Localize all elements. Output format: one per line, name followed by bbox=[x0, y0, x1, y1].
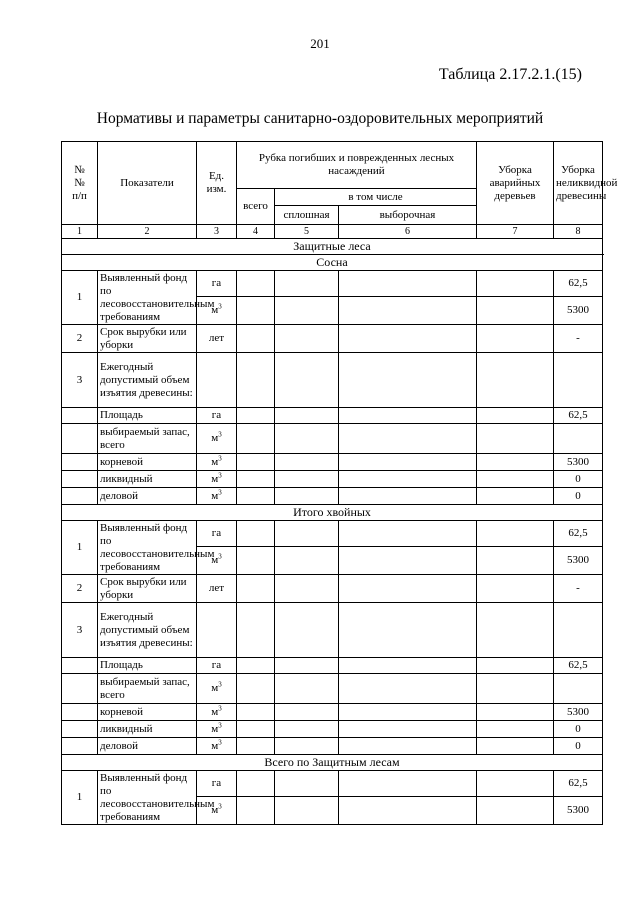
unit-m3: $м^3$ bbox=[197, 297, 237, 325]
value-cell: 0 bbox=[554, 471, 603, 488]
value-cell: 62,5 bbox=[554, 408, 603, 424]
row-number: 2 bbox=[62, 325, 98, 353]
row-label-ploshad: Площадь bbox=[98, 408, 197, 424]
value-cell: - bbox=[554, 325, 603, 353]
unit-ga: га bbox=[197, 271, 237, 297]
value-cell: 5300 bbox=[554, 547, 603, 575]
unit-m3: $м^3$ bbox=[197, 738, 237, 755]
unit-m3: $м^3$ bbox=[197, 674, 237, 704]
row-label-vybir: выбираемый запас, всего bbox=[98, 424, 197, 454]
header-selective: выборочная bbox=[339, 206, 477, 225]
column-number: 3 bbox=[197, 225, 237, 239]
unit-m3: $м^3$ bbox=[197, 424, 237, 454]
unit-ga: га bbox=[197, 408, 237, 424]
row-number: 1 bbox=[62, 521, 98, 575]
unit-m3: $м^3$ bbox=[197, 704, 237, 721]
header-number: № № п/п bbox=[62, 142, 98, 225]
value-cell: 5300 bbox=[554, 454, 603, 471]
row-number: 1 bbox=[62, 271, 98, 325]
value-cell: 62,5 bbox=[554, 771, 603, 797]
row-label-fond: Выявленный фонд по лесовосстановительным требованиям bbox=[98, 771, 197, 825]
value-cell: 62,5 bbox=[554, 658, 603, 674]
header-clear: сплошная bbox=[275, 206, 339, 225]
row-label-srok: Срок вырубки или уборки bbox=[98, 325, 197, 353]
row-number: 3 bbox=[62, 353, 98, 408]
value-cell: 0 bbox=[554, 738, 603, 755]
header-total: всего bbox=[237, 189, 275, 225]
unit-m3: $м^3$ bbox=[197, 547, 237, 575]
value-cell: 5300 bbox=[554, 704, 603, 721]
row-number: 1 bbox=[62, 771, 98, 825]
row-number: 2 bbox=[62, 575, 98, 603]
value-cell: - bbox=[554, 575, 603, 603]
row-label-likvid: ликвидный bbox=[98, 471, 197, 488]
unit-m3: $м^3$ bbox=[197, 488, 237, 505]
column-number: 5 bbox=[275, 225, 339, 239]
unit-ga: га bbox=[197, 771, 237, 797]
row-label-kornevoy: корневой bbox=[98, 454, 197, 471]
row-label-ezheg: Ежегодный допустимый объем изъятия древесины: bbox=[98, 353, 197, 408]
unit-years: лет bbox=[197, 325, 237, 353]
section-title: Сосна bbox=[62, 255, 603, 271]
column-number: 6 bbox=[339, 225, 477, 239]
header-felling: Рубка погибших и поврежденных лесных насаждений bbox=[237, 142, 477, 189]
column-number: 1 bbox=[62, 225, 98, 239]
header-emergency: Уборка аварийных деревьев bbox=[477, 142, 554, 225]
document-title: Нормативы и параметры санитарно-оздоровительных мероприятий bbox=[96, 110, 544, 127]
unit-m3: $м^3$ bbox=[197, 797, 237, 825]
section-title: Всего по Защитным лесам bbox=[62, 755, 603, 771]
row-label-fond: Выявленный фонд по лесовосстановительным требованиям bbox=[98, 271, 197, 325]
column-numbers-row bbox=[62, 225, 603, 239]
column-number: 8 bbox=[554, 225, 603, 239]
unit-ga: га bbox=[197, 658, 237, 674]
row-number: 3 bbox=[62, 603, 98, 658]
value-cell: 5300 bbox=[554, 797, 603, 825]
column-number: 7 bbox=[477, 225, 554, 239]
column-number: 2 bbox=[98, 225, 197, 239]
norms-table bbox=[61, 141, 618, 825]
unit-ga: га bbox=[197, 521, 237, 547]
row-label-ezheg: Ежегодный допустимый объем изъятия древесины: bbox=[98, 603, 197, 658]
value-cell: 5300 bbox=[554, 297, 603, 325]
row-label-kornevoy: корневой bbox=[98, 704, 197, 721]
page-number: 201 bbox=[310, 36, 330, 51]
value-cell: 62,5 bbox=[554, 521, 603, 547]
row-label-delovoy: деловой bbox=[98, 488, 197, 505]
header-including: в том числе bbox=[275, 189, 477, 206]
row-label-srok: Срок вырубки или уборки bbox=[98, 575, 197, 603]
unit-m3: $м^3$ bbox=[197, 454, 237, 471]
group-title: Защитные леса bbox=[62, 239, 603, 255]
header-unit: Ед. изм. bbox=[197, 142, 237, 225]
row-label-delovoy: деловой bbox=[98, 738, 197, 755]
row-label-fond: Выявленный фонд по лесовосстановительным требованиям bbox=[98, 521, 197, 575]
value-cell: 0 bbox=[554, 488, 603, 505]
table-reference: Таблица 2.17.2.1.(15) bbox=[438, 66, 582, 83]
value-cell: 62,5 bbox=[554, 271, 603, 297]
row-label-vybir: выбираемый запас, всего bbox=[98, 674, 197, 704]
header-nonliquid: Уборка неликвидной древесины bbox=[554, 142, 603, 225]
value-cell: 0 bbox=[554, 721, 603, 738]
unit-m3: $м^3$ bbox=[197, 721, 237, 738]
row-label-likvid: ликвидный bbox=[98, 721, 197, 738]
header-indicators: Показатели bbox=[98, 142, 197, 225]
section-title: Итого хвойных bbox=[62, 505, 603, 521]
unit-m3: $м^3$ bbox=[197, 471, 237, 488]
unit-years: лет bbox=[197, 575, 237, 603]
row-label-ploshad: Площадь bbox=[98, 658, 197, 674]
column-number: 4 bbox=[237, 225, 275, 239]
